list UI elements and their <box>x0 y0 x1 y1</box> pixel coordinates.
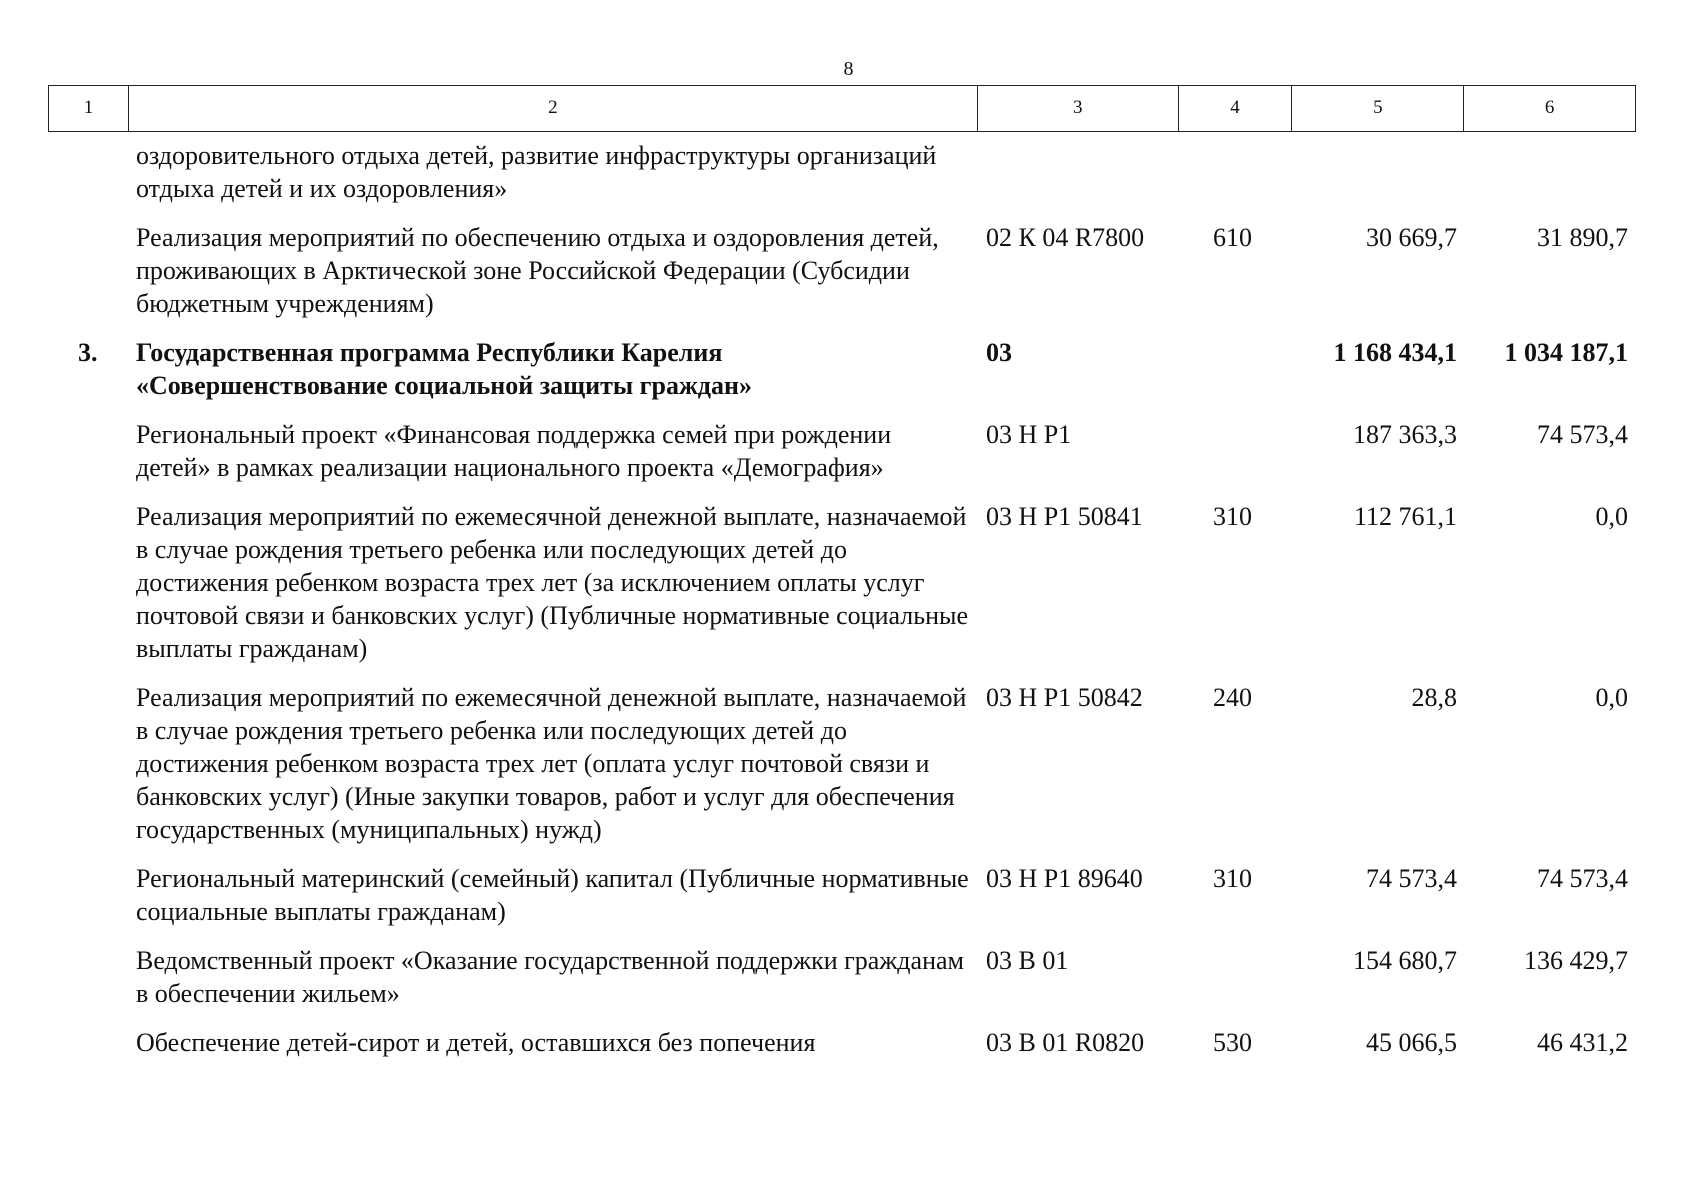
row-amount-col5: 74 573,4 <box>1366 864 1457 893</box>
row-name: Ведомственный проект «Оказание государственной поддержки гражданам в обеспечении жильем» <box>136 946 964 1008</box>
row-code: 03 Н Р1 50841 <box>986 502 1143 531</box>
row-amount-col6: 31 890,7 <box>1537 223 1628 252</box>
row-amount-col6: 74 573,4 <box>1537 420 1628 449</box>
row-amount-col6: 1 034 187,1 <box>1504 338 1628 367</box>
row-expense-type <box>1179 418 1293 484</box>
row-amount-col5: 154 680,7 <box>1353 946 1457 975</box>
row-amount-col6: 74 573,4 <box>1537 864 1628 893</box>
row-number <box>48 418 128 484</box>
row-expense-type: 240 <box>1213 683 1252 712</box>
row-expense-type <box>1179 139 1293 205</box>
row-number <box>48 944 128 1010</box>
table-body <box>48 139 1636 1075</box>
table-row <box>48 418 1636 484</box>
row-name: оздоровительного отдыха детей, развитие инфраструктуры организаций отдыха детей и их оздоровления» <box>136 141 937 203</box>
row-number: 3. <box>78 338 98 367</box>
row-amount-col6: 0,0 <box>1595 683 1628 712</box>
row-amount-col6 <box>1465 139 1636 205</box>
row-expense-type: 530 <box>1213 1028 1252 1057</box>
row-name: Региональный проект «Финансовая поддержка семей при рождении детей» в рамках реализации национального проекта «Демография» <box>136 420 892 482</box>
row-expense-type: 610 <box>1213 223 1252 252</box>
header-col-2: 2 <box>129 86 978 131</box>
row-expense-type: 310 <box>1213 502 1252 531</box>
row-amount-col5: 187 363,3 <box>1353 420 1457 449</box>
table-row <box>48 862 1636 928</box>
row-amount-col5: 45 066,5 <box>1366 1028 1457 1057</box>
row-amount-col5: 30 669,7 <box>1366 223 1457 252</box>
row-code: 03 Н Р1 89640 <box>986 864 1143 893</box>
table-row-program <box>48 336 1636 402</box>
table-row <box>48 139 1636 205</box>
header-col-6: 6 <box>1544 97 1555 118</box>
row-amount-col5: 28,8 <box>1411 683 1457 712</box>
row-number <box>48 221 128 320</box>
table-row <box>48 944 1636 1010</box>
row-name: Реализация мероприятий по ежемесячной денежной выплате, назначаемой в случае рождения третьего ребенка или последующих детей до достижения ребенком возраста трех лет (за исключением оплаты услуг почтовой связи и банковских услуг) (Публичные нормативные социальные выплаты гражданам) <box>136 502 969 663</box>
row-name: Реализация мероприятий по ежемесячной денежной выплате, назначаемой в случае рождения третьего ребенка или последующих детей до достижения ребенком возраста трех лет (оплата услуг почтовой связи и банковских услуг) (Иные закупки товаров, работ и услуг для обеспечения государственных (муниципальных) нужд) <box>136 683 967 844</box>
row-amount-col5 <box>1293 139 1465 205</box>
row-number <box>48 139 128 205</box>
row-number <box>48 1026 128 1059</box>
row-code <box>978 139 1179 205</box>
row-amount-col6: 46 431,2 <box>1537 1028 1628 1057</box>
row-number <box>48 862 128 928</box>
row-number <box>48 681 128 846</box>
row-amount-col6: 0,0 <box>1595 502 1628 531</box>
row-amount-col5: 112 761,1 <box>1353 502 1457 531</box>
row-code: 02 К 04 R7800 <box>986 223 1145 252</box>
row-number <box>48 500 128 665</box>
page-number: 8 <box>843 58 854 80</box>
table-row <box>48 221 1636 320</box>
row-amount-col5: 1 168 434,1 <box>1333 338 1457 367</box>
row-code: 03 В 01 R0820 <box>986 1028 1145 1057</box>
table-row <box>48 1026 1636 1059</box>
row-code: 03 В 01 <box>986 946 1069 975</box>
row-code: 03 Н Р1 50842 <box>986 683 1143 712</box>
row-name: Государственная программа Республики Карелия «Совершенствование социальной защиты граждан» <box>136 338 752 400</box>
row-expense-type <box>1179 336 1293 402</box>
header-col-3: 3 <box>978 86 1179 131</box>
row-name: Реализация мероприятий по обеспечению отдыха и оздоровления детей, проживающих в Арктической зоне Российской Федерации (Субсидии бюджетным учреждениям) <box>136 223 939 318</box>
row-code: 03 Н Р1 <box>986 420 1072 449</box>
row-name: Региональный материнский (семейный) капитал (Публичные нормативные социальные выплаты гражданам) <box>136 864 969 926</box>
table-header <box>48 85 1636 132</box>
header-col-5: 5 <box>1292 86 1464 131</box>
table-row <box>48 681 1636 846</box>
row-expense-type: 310 <box>1213 864 1252 893</box>
header-col-4: 4 <box>1179 86 1293 131</box>
header-col-1: 1 <box>49 86 129 131</box>
table-row <box>48 500 1636 665</box>
row-amount-col6: 136 429,7 <box>1524 946 1628 975</box>
row-code: 03 <box>986 338 1012 367</box>
row-name: Обеспечение детей-сирот и детей, оставшихся без попечения <box>136 1028 816 1057</box>
row-expense-type <box>1179 944 1293 1010</box>
